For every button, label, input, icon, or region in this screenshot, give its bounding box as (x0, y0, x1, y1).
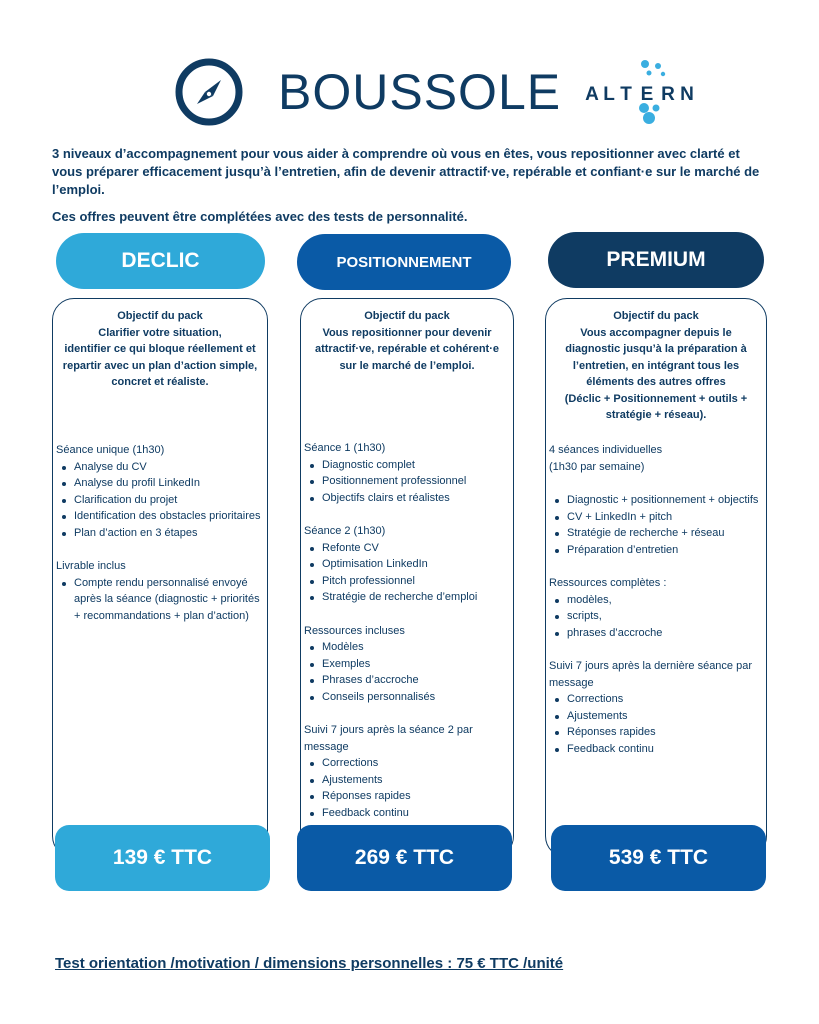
section-spacer (304, 506, 509, 523)
footer-test-offer: Test orientation /motivation / dimensions personnelles : 75 € TTC /unité (55, 955, 564, 972)
bullet-item: Objectifs clairs et réalistes (322, 490, 509, 507)
bullet-item: Modèles (322, 639, 509, 656)
bullet-item: Corrections (322, 755, 509, 772)
section-spacer (549, 641, 762, 658)
bullet-item: Stratégie de recherche + réseau (567, 525, 762, 542)
objective-heading: Objectif du pack (364, 310, 450, 322)
bullet-item: Feedback continu (322, 805, 509, 822)
bullet-item: Exemples (322, 656, 509, 673)
bullet-item: CV + LinkedIn + pitch (567, 509, 762, 526)
section-spacer (304, 705, 509, 722)
intro-paragraph-1: 3 niveaux d’accompagnement pour vous aider à comprendre où vous en êtes, vous repositionner avec clarté et vous préparer efficacement jusqu’à l’entretien, afin de devenir attractif·ve, repérable et confiant·e sur le marché de l’emploi. (52, 146, 760, 197)
section-title: Suivi 7 jours après la séance 2 par message (304, 724, 473, 753)
intro-text (52, 145, 772, 226)
objective-line: l’entretien, en intégrant tous les (572, 359, 740, 372)
bullet-item: Clarification du projet (74, 492, 263, 509)
bullet-list (304, 457, 509, 507)
bullet-item: Identification des obstacles prioritaires (74, 508, 263, 525)
bullet-list (304, 639, 509, 705)
objective-line: identifier ce qui bloque réellement et (64, 343, 256, 355)
bullet-list (56, 459, 263, 542)
pack-title-premium: PREMIUM (548, 232, 764, 288)
section-title: 4 séances individuelles (549, 444, 663, 456)
objective-heading: Objectif du pack (117, 310, 203, 322)
logo-letter-l: L (603, 84, 615, 105)
section-title: Ressources incluses (304, 624, 405, 637)
bullet-item: Plan d’action en 3 étapes (74, 525, 263, 542)
objective-line: sur le marché de l’emploi. (339, 359, 475, 372)
pack-card-positionnement (300, 298, 514, 858)
brand-title: BOUSSOLE (278, 64, 562, 120)
compass-icon (175, 58, 243, 126)
bullet-list (304, 540, 509, 606)
bullet-item: Réponses rapides (322, 788, 509, 805)
bullet-item: scripts, (567, 608, 762, 625)
price-declic: 139 € TTC (55, 825, 270, 891)
bullet-item: Préparation d’entretien (567, 542, 762, 559)
bullet-item: Ajustements (567, 708, 762, 725)
pack-objective (301, 299, 513, 374)
pack-content (304, 440, 509, 821)
objective-line: Vous repositionner pour devenir (322, 326, 492, 339)
price-positionnement: 269 € TTC (297, 825, 512, 891)
pack-title-declic: DECLIC (56, 233, 265, 289)
bullet-item: Positionnement professionnel (322, 473, 509, 490)
logo-letter-r: R (661, 84, 675, 105)
intro-paragraph-2: Ces offres peuvent être complétées avec des tests de personnalité. (52, 209, 468, 224)
bullet-item: Refonte CV (322, 540, 509, 557)
objective-line: Vous accompagner depuis le (580, 326, 732, 339)
section-spacer (304, 606, 509, 623)
bullet-list (56, 575, 263, 625)
bullet-item: Conseils personnalisés (322, 689, 509, 706)
section-title: Livrable inclus (56, 560, 126, 572)
bullet-item: Diagnostic + positionnement + objectifs (567, 492, 762, 509)
section-spacer (56, 541, 263, 558)
bullet-list (304, 755, 509, 821)
bullet-item: Ajustements (322, 772, 509, 789)
objective-line: Clarifier votre situation, (98, 326, 222, 339)
section-title: Séance unique (1h30) (56, 444, 165, 456)
section-title: Séance 1 (1h30) (304, 442, 386, 454)
pack-objective (546, 299, 766, 424)
section-spacer (549, 475, 762, 492)
section-title: Suivi 7 jours après la dernière séance par message (549, 660, 753, 689)
logo-letter-e: E (640, 84, 654, 105)
bullet-item: modèles, (567, 592, 762, 609)
bullet-item: phrases d’accroche (567, 625, 762, 642)
bullet-item: Feedback continu (567, 741, 762, 758)
pack-content (549, 442, 762, 757)
logo-letter-t: T (620, 84, 632, 105)
bullet-list (549, 592, 762, 642)
section-title: (1h30 par semaine) (549, 460, 645, 473)
price-premium: 539 € TTC (551, 825, 766, 891)
objective-line: (Déclic + Positionnement + outils + (564, 392, 748, 405)
logo-letter-a: A (585, 84, 599, 105)
bullet-item: Stratégie de recherche d’emploi (322, 589, 509, 606)
bullet-item: Corrections (567, 691, 762, 708)
bullet-item: Compte rendu personnalisé envoyé après la séance (diagnostic + priorités + recommandations + plan d’action) (74, 575, 263, 625)
bullet-item: Réponses rapides (567, 724, 762, 741)
objective-heading: Objectif du pack (613, 310, 699, 322)
section-spacer (549, 558, 762, 575)
bullet-item: Analyse du CV (74, 459, 263, 476)
pack-title-positionnement: POSITIONNEMENT (297, 234, 511, 290)
altern-logo (585, 58, 697, 126)
objective-line: éléments des autres offres (586, 376, 726, 388)
bullet-item: Diagnostic complet (322, 457, 509, 474)
section-title: Séance 2 (1h30) (304, 525, 386, 537)
bullet-item: Analyse du profil LinkedIn (74, 475, 263, 492)
pack-objective (53, 299, 267, 391)
bullet-list (549, 492, 762, 558)
objective-line: concret et réaliste. (111, 376, 209, 388)
bullet-item: Phrases d’accroche (322, 672, 509, 689)
bullet-list (549, 691, 762, 757)
objective-line: stratégie + réseau). (605, 409, 707, 421)
objective-line: repartir avec un plan d’action simple, (62, 359, 258, 372)
pack-card-premium (545, 298, 767, 858)
bullet-item: Pitch professionnel (322, 573, 509, 590)
section-title: Ressources complètes : (549, 577, 667, 589)
pack-content (56, 442, 263, 624)
objective-line: attractif·ve, repérable et cohérent·e (314, 343, 499, 355)
objective-line: diagnostic jusqu’à la préparation à (565, 343, 747, 355)
bullet-item: Optimisation LinkedIn (322, 556, 509, 573)
logo-letter-n: N (680, 84, 694, 105)
pack-card-declic (52, 298, 268, 858)
